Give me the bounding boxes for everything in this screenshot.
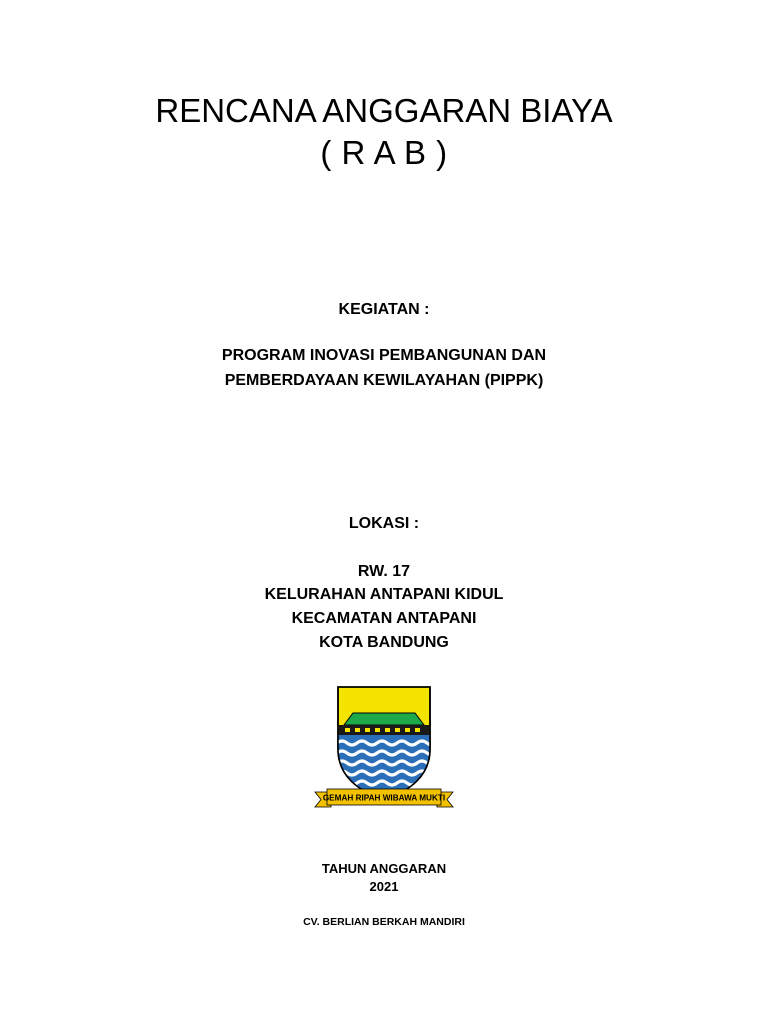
kota-label: KOTA BANDUNG xyxy=(319,634,449,651)
bandung-emblem xyxy=(309,683,459,815)
document-subtitle: ( R A B ) xyxy=(320,134,448,171)
kegiatan-label: KEGIATAN : xyxy=(338,301,430,318)
document-title: RENCANA ANGGARAN BIAYA xyxy=(155,92,613,129)
program-line-2: PEMBERDAYAAN KEWILAYAHAN (PIPPK) xyxy=(224,372,544,389)
tahun-anggaran-label: TAHUN ANGGARAN xyxy=(321,861,447,876)
program-line-1: PROGRAM INOVASI PEMBANGUNAN DAN xyxy=(221,347,547,364)
mountain-shape xyxy=(344,713,424,725)
motto-text: GEMAH RIPAH WIBAWA MUKTI xyxy=(322,793,446,803)
kelurahan-label: KELURAHAN ANTAPANI KIDUL xyxy=(264,586,504,603)
tahun-value: 2021 xyxy=(369,879,399,894)
company-name: CV. BERLIAN BERKAH MANDIRI xyxy=(303,916,465,928)
lokasi-label: LOKASI : xyxy=(348,515,420,532)
rw-label: RW. 17 xyxy=(357,563,411,580)
kecamatan-label: KECAMATAN ANTAPANI xyxy=(291,610,477,627)
